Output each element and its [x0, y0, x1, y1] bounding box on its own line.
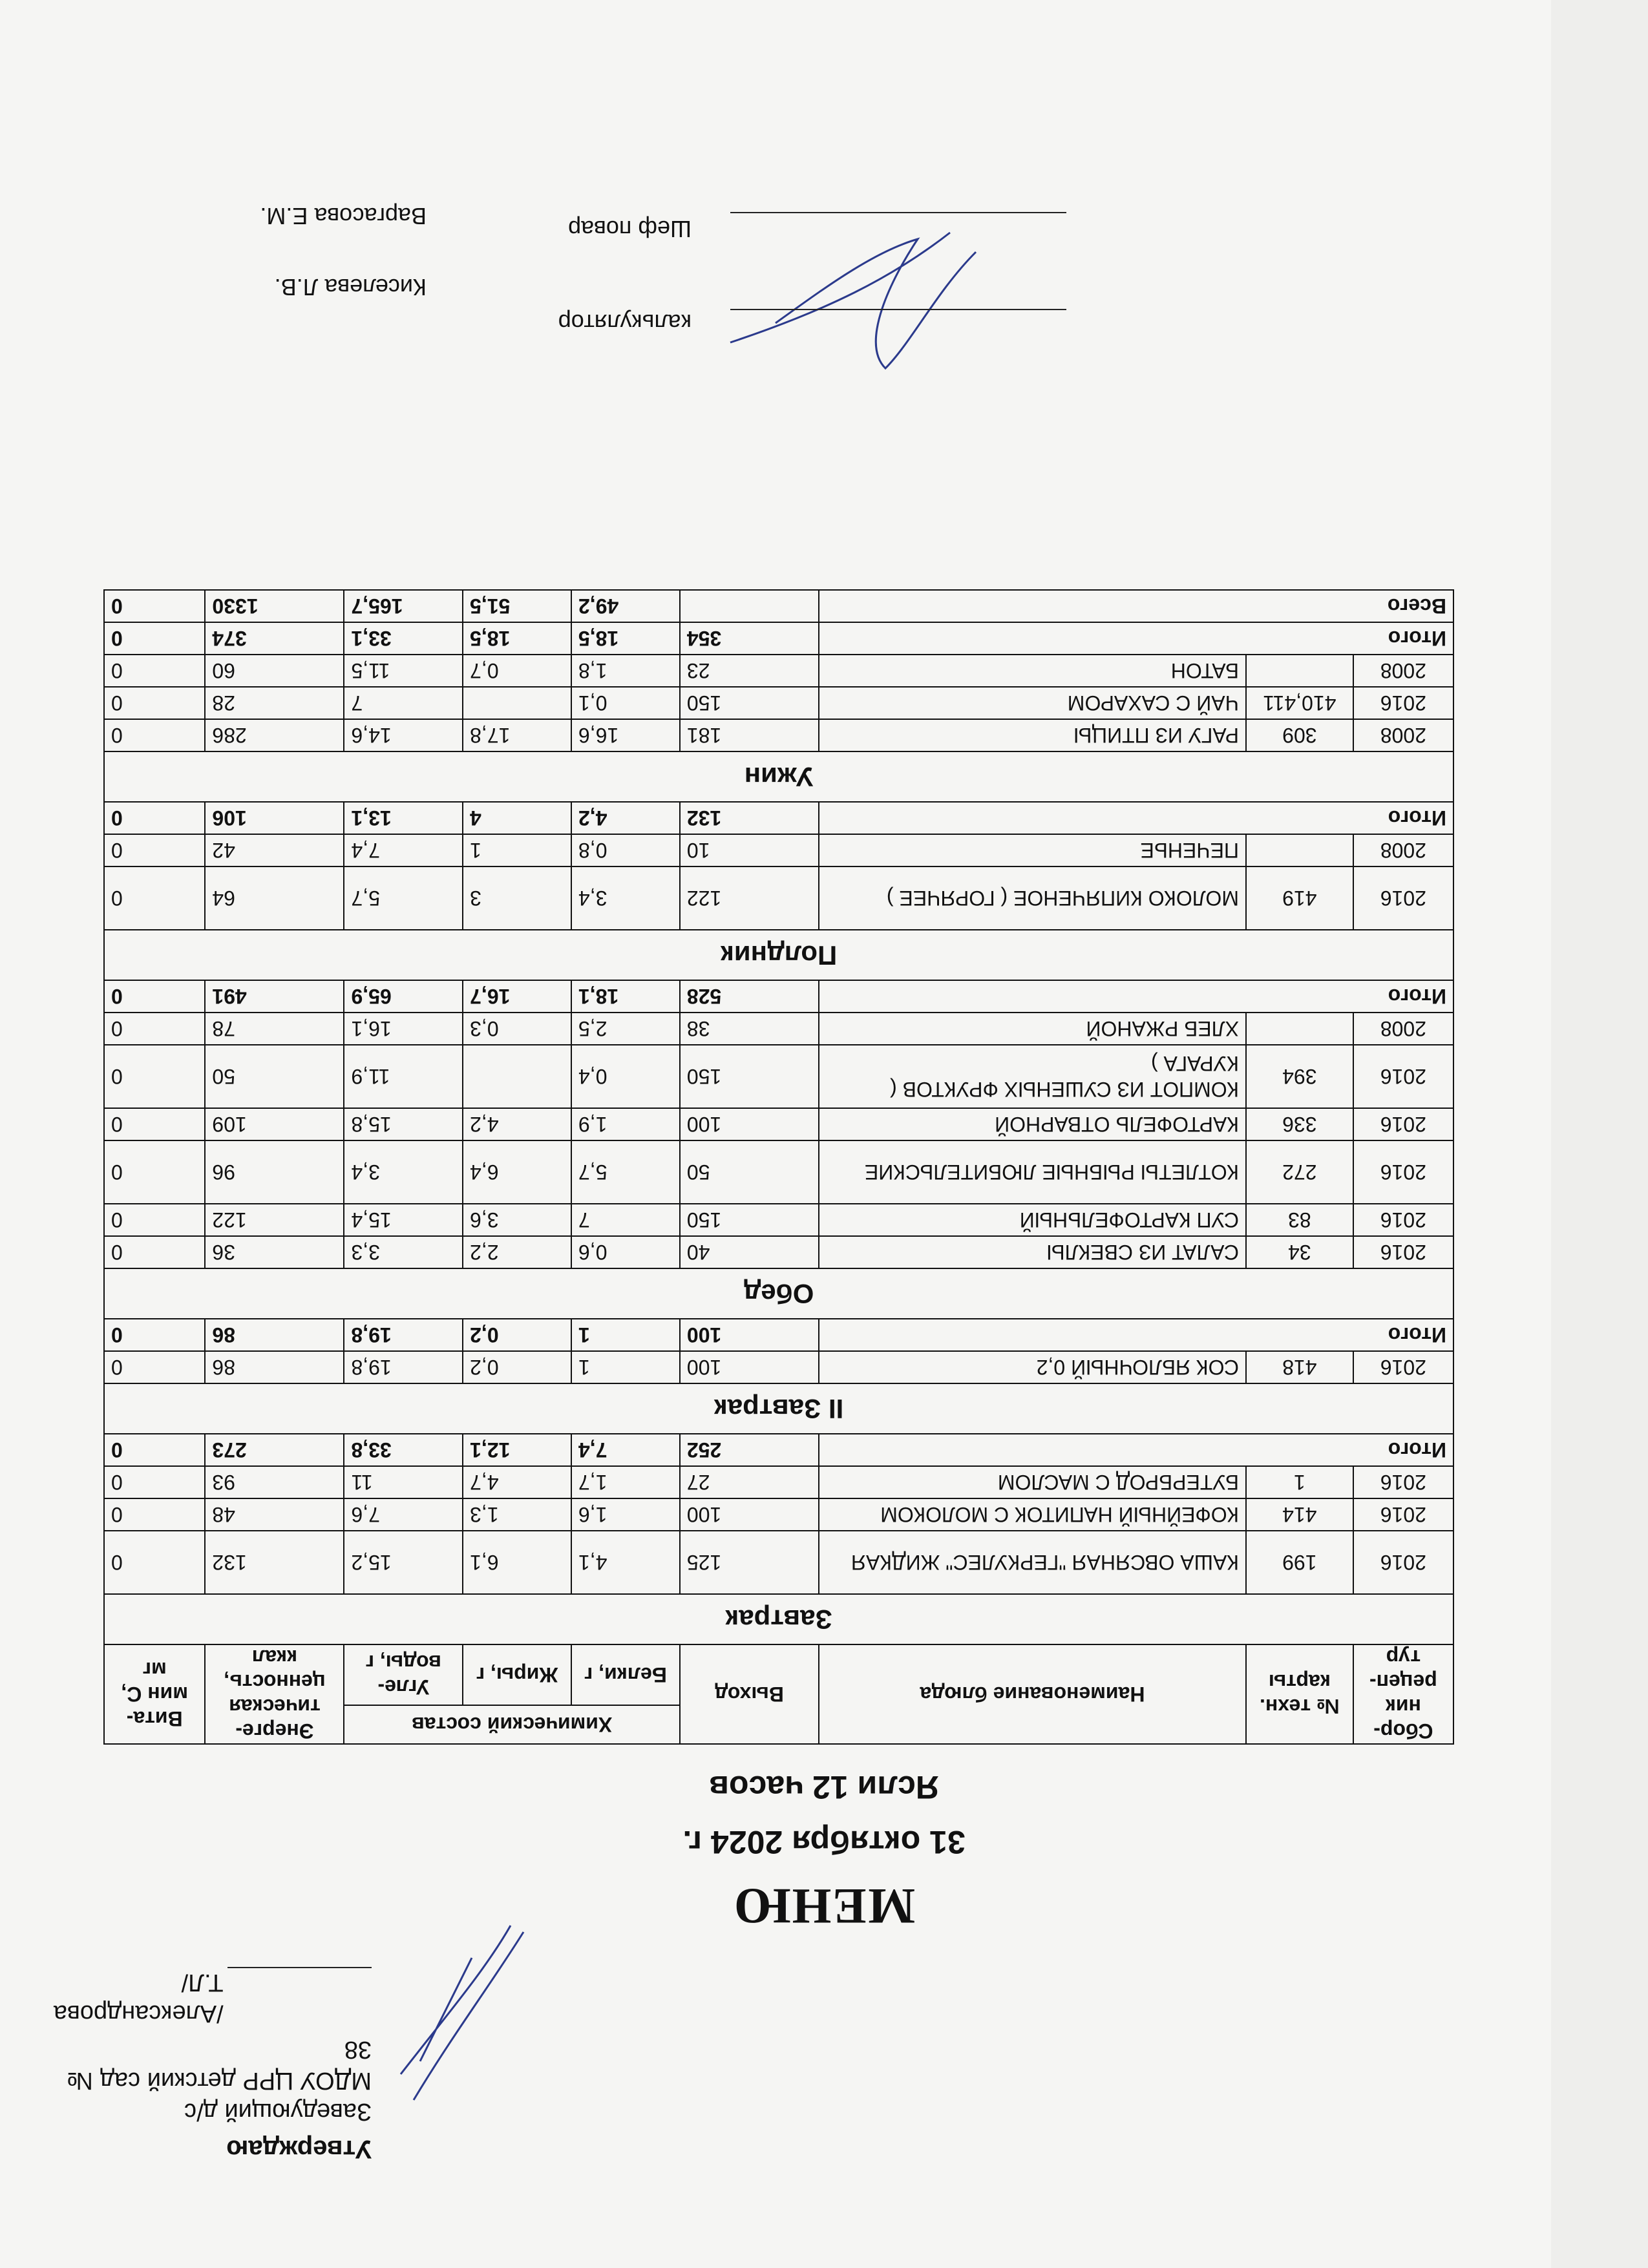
cell-dish: МОЛОКО КИПЯЧЕНОЕ ( ГОРЯЧЕЕ ) — [819, 866, 1246, 930]
header-vitamin: Вита-мин С, мг — [104, 1644, 205, 1744]
document-date: 31 октября 2024 г. — [682, 1824, 966, 1860]
cell-output: 23 — [680, 655, 819, 687]
header-fats: Жиры, г — [463, 1644, 571, 1705]
cell-card: 272 — [1246, 1140, 1353, 1204]
table-row — [104, 1013, 1453, 1045]
cell-card: 336 — [1246, 1108, 1353, 1140]
total-carbs: 33,1 — [344, 622, 463, 655]
cell-vitamin: 0 — [104, 687, 205, 719]
table-row — [104, 1045, 1453, 1108]
total-fats: 18,5 — [463, 622, 571, 655]
total-vitamin: 0 — [104, 1434, 205, 1466]
cell-card: 34 — [1246, 1236, 1353, 1268]
cell-fats: 1,3 — [463, 1498, 571, 1531]
cell-energy: 96 — [205, 1140, 344, 1204]
total-label: Итого — [819, 1319, 1453, 1351]
total-output: 252 — [680, 1434, 819, 1466]
cell-card — [1246, 1013, 1353, 1045]
table-row — [104, 834, 1453, 866]
cell-dish: КОМПОТ ИЗ СУШЕНЫХ ФРУКТОВ ( КУРАГА ) — [819, 1045, 1246, 1108]
cell-dish: КОТЛЕТЫ РЫБНЫЕ ЛЮБИТЕЛЬСКИЕ — [819, 1140, 1246, 1204]
calc-role: калькулятор — [558, 310, 692, 336]
grand-total-proteins: 49,2 — [571, 590, 680, 622]
total-label: Итого — [819, 622, 1453, 655]
total-carbs: 13,1 — [344, 802, 463, 834]
table-row — [104, 866, 1453, 930]
total-row — [104, 980, 1453, 1013]
table-row — [104, 687, 1453, 719]
cell-vitamin: 0 — [104, 1466, 205, 1498]
cell-card — [1246, 655, 1353, 687]
cell-card: 410,411 — [1246, 687, 1353, 719]
cell-vitamin: 0 — [104, 719, 205, 751]
total-row — [104, 1434, 1453, 1466]
cell-energy: 36 — [205, 1236, 344, 1268]
cell-dish: КАША ОВСЯНАЯ "ГЕРКУЛЕС" ЖИДКАЯ — [819, 1531, 1246, 1594]
grand-total-energy: 1330 — [205, 590, 344, 622]
cell-output: 38 — [680, 1013, 819, 1045]
cell-output: 40 — [680, 1236, 819, 1268]
cell-output: 150 — [680, 1204, 819, 1236]
cell-proteins: 0,1 — [571, 687, 680, 719]
cell-output: 181 — [680, 719, 819, 751]
section-row — [104, 751, 1453, 802]
cell-collection: 2016 — [1353, 1204, 1453, 1236]
cell-card — [1246, 834, 1353, 866]
chef-signature-line — [730, 212, 1066, 213]
cell-vitamin: 0 — [104, 1204, 205, 1236]
cell-dish: БУТЕРБРОД С МАСЛОМ — [819, 1466, 1246, 1498]
total-proteins: 1 — [571, 1319, 680, 1351]
grand-total-fats: 51,5 — [463, 590, 571, 622]
cell-fats: 3,6 — [463, 1204, 571, 1236]
cell-card: 419 — [1246, 866, 1353, 930]
cell-energy: 286 — [205, 719, 344, 751]
approval-signature — [368, 1919, 549, 2113]
cell-carbs: 7,6 — [344, 1498, 463, 1531]
cell-output: 150 — [680, 687, 819, 719]
cell-card: 309 — [1246, 719, 1353, 751]
section-title: Обед — [104, 1268, 1453, 1319]
total-label: Итого — [819, 980, 1453, 1013]
cell-proteins: 0,4 — [571, 1045, 680, 1108]
cell-vitamin: 0 — [104, 1108, 205, 1140]
grand-total-carbs: 165,7 — [344, 590, 463, 622]
calc-name: Киселева Л.В. — [274, 274, 427, 300]
cell-energy: 64 — [205, 866, 344, 930]
cell-vitamin: 0 — [104, 1013, 205, 1045]
cell-proteins: 0,8 — [571, 834, 680, 866]
total-label: Итого — [819, 1434, 1453, 1466]
cell-output: 150 — [680, 1045, 819, 1108]
header-dish: Наименование блюда — [819, 1644, 1246, 1744]
cell-carbs: 19,8 — [344, 1351, 463, 1383]
cell-carbs: 15,8 — [344, 1108, 463, 1140]
cell-output: 10 — [680, 834, 819, 866]
cell-collection: 2016 — [1353, 1351, 1453, 1383]
table-row — [104, 1351, 1453, 1383]
table-row — [104, 1466, 1453, 1498]
cell-fats: 0,7 — [463, 655, 571, 687]
menu-table-header — [104, 1644, 1453, 1744]
cell-fats: 0,3 — [463, 1013, 571, 1045]
total-fats: 0,2 — [463, 1319, 571, 1351]
cell-energy: 132 — [205, 1531, 344, 1594]
cell-energy: 60 — [205, 655, 344, 687]
section-title: Ужин — [104, 751, 1453, 802]
cell-collection: 2008 — [1353, 655, 1453, 687]
cell-fats: 1 — [463, 834, 571, 866]
total-fats: 4 — [463, 802, 571, 834]
approval-block — [36, 1967, 372, 2165]
chef-role: Шеф повар — [568, 216, 692, 242]
header-proteins: Белки, г — [571, 1644, 680, 1705]
total-energy: 106 — [205, 802, 344, 834]
cell-dish: ЧАЙ С САХАРОМ — [819, 687, 1246, 719]
cell-dish: САЛАТ ИЗ СВЕКЛЫ — [819, 1236, 1246, 1268]
cell-fats — [463, 1045, 571, 1108]
cell-output: 100 — [680, 1498, 819, 1531]
cell-proteins: 1 — [571, 1351, 680, 1383]
cell-card: 394 — [1246, 1045, 1353, 1108]
approval-signature-line — [227, 1967, 372, 1994]
cell-card: 199 — [1246, 1531, 1353, 1594]
section-row — [104, 1268, 1453, 1319]
cell-carbs: 15,4 — [344, 1204, 463, 1236]
header-energy: Энерге-тическая ценность, ккал — [205, 1644, 344, 1744]
total-label: Итого — [819, 802, 1453, 834]
section-row — [104, 1383, 1453, 1434]
cell-fats — [463, 687, 571, 719]
cell-dish: СОК ЯБЛОЧНЫЙ 0,2 — [819, 1351, 1246, 1383]
cell-energy: 48 — [205, 1498, 344, 1531]
total-energy: 86 — [205, 1319, 344, 1351]
cell-carbs: 16,1 — [344, 1013, 463, 1045]
cell-card: 83 — [1246, 1204, 1353, 1236]
table-row — [104, 719, 1453, 751]
cell-vitamin: 0 — [104, 1236, 205, 1268]
total-output: 132 — [680, 802, 819, 834]
cell-dish: РАГУ ИЗ ПТИЦЫ — [819, 719, 1246, 751]
cell-card: 418 — [1246, 1351, 1353, 1383]
cell-energy: 42 — [205, 834, 344, 866]
header-card: № техн. карты — [1246, 1644, 1353, 1744]
cell-fats: 6,4 — [463, 1140, 571, 1204]
approval-title: Утверждаю — [226, 2135, 372, 2163]
approval-signature-row — [36, 1967, 372, 2029]
cell-carbs: 5,7 — [344, 866, 463, 930]
cell-dish: СУП КАРТОФЕЛЬНЫЙ — [819, 1204, 1246, 1236]
cell-fats: 6,1 — [463, 1531, 571, 1594]
cell-vitamin: 0 — [104, 1498, 205, 1531]
cell-carbs: 7,4 — [344, 834, 463, 866]
cell-fats: 3 — [463, 866, 571, 930]
calc-signature-line — [730, 309, 1066, 310]
cell-carbs: 3,4 — [344, 1140, 463, 1204]
total-row — [104, 802, 1453, 834]
document-group: Ясли 12 часов — [709, 1769, 939, 1805]
cell-carbs: 3,3 — [344, 1236, 463, 1268]
cell-output: 100 — [680, 1108, 819, 1140]
table-row — [104, 1531, 1453, 1594]
calc-signature — [717, 213, 989, 381]
cell-vitamin: 0 — [104, 866, 205, 930]
table-row — [104, 1498, 1453, 1531]
cell-collection: 2008 — [1353, 719, 1453, 751]
section-title: Завтрак — [104, 1594, 1453, 1644]
total-carbs: 33,8 — [344, 1434, 463, 1466]
cell-output: 27 — [680, 1466, 819, 1498]
approval-organization: МДОУ ЦРР детский сад № 38 — [67, 2036, 372, 2094]
cell-card: 1 — [1246, 1466, 1353, 1498]
grand-total-row — [104, 590, 1453, 622]
cell-dish: ХЛЕБ РЖАНОЙ — [819, 1013, 1246, 1045]
total-vitamin: 0 — [104, 980, 205, 1013]
total-fats: 16,7 — [463, 980, 571, 1013]
table-row — [104, 1236, 1453, 1268]
cell-energy: 28 — [205, 687, 344, 719]
section-row — [104, 1594, 1453, 1644]
cell-vitamin: 0 — [104, 1531, 205, 1594]
cell-carbs: 11 — [344, 1466, 463, 1498]
cell-output: 50 — [680, 1140, 819, 1204]
total-energy: 491 — [205, 980, 344, 1013]
table-row — [104, 655, 1453, 687]
total-row — [104, 622, 1453, 655]
total-proteins: 7,4 — [571, 1434, 680, 1466]
document-title: МЕНЮ — [732, 1878, 916, 1935]
header-collection: Сбор-ник рецеп-тур — [1353, 1644, 1453, 1744]
total-carbs: 19,8 — [344, 1319, 463, 1351]
cell-proteins: 2,5 — [571, 1013, 680, 1045]
cell-collection: 2016 — [1353, 1236, 1453, 1268]
menu-table-body — [104, 590, 1453, 1644]
cell-fats: 0,2 — [463, 1351, 571, 1383]
total-row — [104, 1319, 1453, 1351]
header-chem: Химический состав — [344, 1705, 679, 1744]
cell-energy: 50 — [205, 1045, 344, 1108]
header-output: Выход — [680, 1644, 819, 1744]
grand-total-output — [680, 590, 819, 622]
cell-collection: 2016 — [1353, 1531, 1453, 1594]
cell-energy: 78 — [205, 1013, 344, 1045]
cell-dish: БАТОН — [819, 655, 1246, 687]
cell-dish: КОФЕЙНЫЙ НАПИТОК С МОЛОКОМ — [819, 1498, 1246, 1531]
total-output: 528 — [680, 980, 819, 1013]
cell-vitamin: 0 — [104, 1140, 205, 1204]
cell-proteins: 1,7 — [571, 1466, 680, 1498]
cell-collection: 2016 — [1353, 687, 1453, 719]
cell-fats: 17,8 — [463, 719, 571, 751]
cell-carbs: 7 — [344, 687, 463, 719]
cell-card: 414 — [1246, 1498, 1353, 1531]
cell-output: 125 — [680, 1531, 819, 1594]
cell-carbs: 15,2 — [344, 1531, 463, 1594]
cell-collection: 2016 — [1353, 1108, 1453, 1140]
total-energy: 374 — [205, 622, 344, 655]
cell-output: 100 — [680, 1351, 819, 1383]
cell-energy: 93 — [205, 1466, 344, 1498]
cell-fats: 4,2 — [463, 1108, 571, 1140]
total-proteins: 18,5 — [571, 622, 680, 655]
cell-collection: 2016 — [1353, 1045, 1453, 1108]
total-output: 354 — [680, 622, 819, 655]
cell-proteins: 0,6 — [571, 1236, 680, 1268]
total-energy: 273 — [205, 1434, 344, 1466]
header-carbs: Угле-воды, г — [344, 1644, 463, 1705]
section-row — [104, 930, 1453, 980]
cell-energy: 109 — [205, 1108, 344, 1140]
cell-fats: 2,2 — [463, 1236, 571, 1268]
cell-proteins: 4,1 — [571, 1531, 680, 1594]
total-vitamin: 0 — [104, 802, 205, 834]
cell-vitamin: 0 — [104, 1351, 205, 1383]
chef-name: Варгасова Е.М. — [260, 203, 427, 229]
total-fats: 12,1 — [463, 1434, 571, 1466]
section-title: Полдник — [104, 930, 1453, 980]
cell-proteins: 1,8 — [571, 655, 680, 687]
cell-carbs: 14,6 — [344, 719, 463, 751]
total-carbs: 65,9 — [344, 980, 463, 1013]
cell-energy: 86 — [205, 1351, 344, 1383]
cell-carbs: 11,5 — [344, 655, 463, 687]
cell-collection: 2016 — [1353, 1498, 1453, 1531]
cell-collection: 2016 — [1353, 1466, 1453, 1498]
cell-collection: 2008 — [1353, 834, 1453, 866]
menu-table — [103, 589, 1454, 1745]
cell-carbs: 11,9 — [344, 1045, 463, 1108]
cell-dish: КАРТОФЕЛЬ ОТВАРНОЙ — [819, 1108, 1246, 1140]
grand-total-vitamin: 0 — [104, 590, 205, 622]
table-row — [104, 1204, 1453, 1236]
section-title: II Завтрак — [104, 1383, 1453, 1434]
grand-total-label: Всего — [819, 590, 1453, 622]
cell-proteins: 16,6 — [571, 719, 680, 751]
cell-energy: 122 — [205, 1204, 344, 1236]
total-vitamin: 0 — [104, 1319, 205, 1351]
cell-collection: 2008 — [1353, 1013, 1453, 1045]
cell-collection: 2016 — [1353, 866, 1453, 930]
cell-vitamin: 0 — [104, 655, 205, 687]
approval-position: Заведующий д/с — [184, 2098, 372, 2125]
cell-proteins: 5,7 — [571, 1140, 680, 1204]
cell-output: 122 — [680, 866, 819, 930]
cell-vitamin: 0 — [104, 834, 205, 866]
total-proteins: 4,2 — [571, 802, 680, 834]
table-row — [104, 1140, 1453, 1204]
cell-proteins: 7 — [571, 1204, 680, 1236]
cell-collection: 2016 — [1353, 1140, 1453, 1204]
table-row — [104, 1108, 1453, 1140]
cell-fats: 4,7 — [463, 1466, 571, 1498]
total-vitamin: 0 — [104, 622, 205, 655]
total-output: 100 — [680, 1319, 819, 1351]
approval-signer: /Александрова Т.Л/ — [53, 1969, 224, 2027]
cell-dish: ПЕЧЕНЬЕ — [819, 834, 1246, 866]
cell-proteins: 1,6 — [571, 1498, 680, 1531]
total-proteins: 18,1 — [571, 980, 680, 1013]
cell-proteins: 1,9 — [571, 1108, 680, 1140]
cell-vitamin: 0 — [104, 1045, 205, 1108]
cell-proteins: 3,4 — [571, 866, 680, 930]
